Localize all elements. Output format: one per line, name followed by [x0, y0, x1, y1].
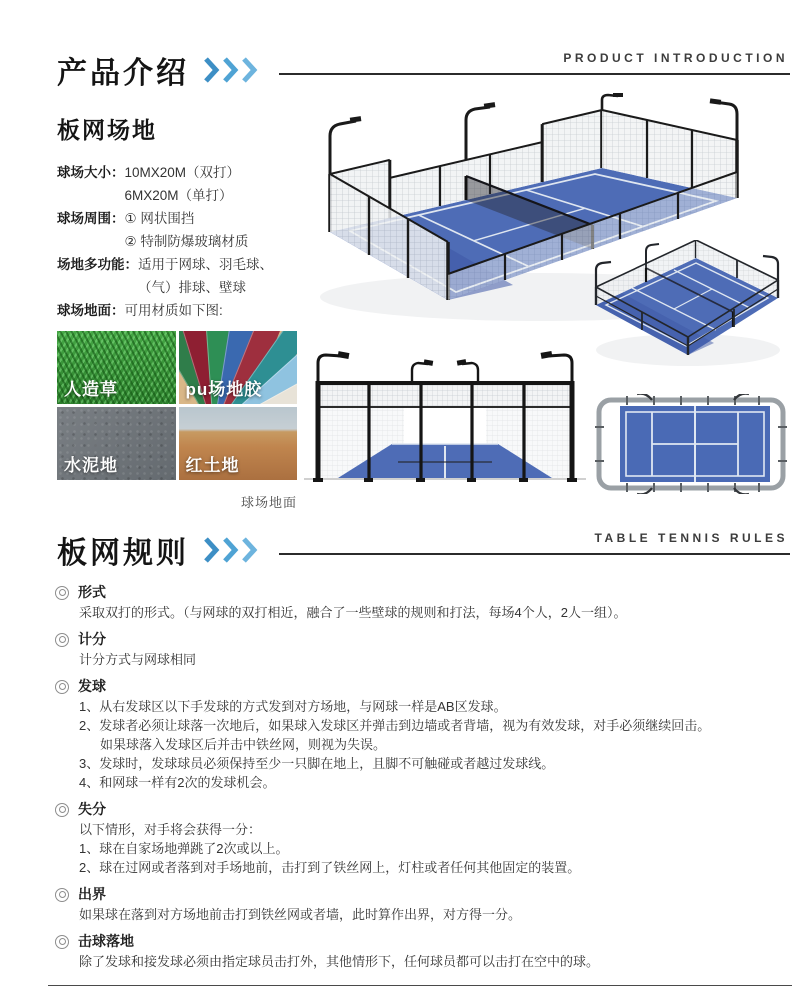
rule-title: 形式: [78, 584, 106, 600]
rule-title: 击球落地: [78, 933, 134, 949]
court-top-view-image: [594, 394, 788, 494]
double-ring-bullet-icon: [55, 935, 69, 949]
court-heading: 板网场地: [57, 117, 157, 143]
rules-title: 板网规则: [57, 537, 189, 570]
rule-line: 2、发球者必须让球落一次地后，如果球入发球区并弹击到边墙或者背墙，视为有效发球，对手必须继续回击。: [79, 718, 711, 733]
double-ring-bullet-icon: [55, 888, 69, 902]
spec-line: （气）排球、壁球: [138, 280, 246, 295]
rule-item-lose-point: [55, 800, 763, 877]
rule-item-out: [55, 885, 763, 924]
rule-heading-row: [55, 885, 763, 904]
rule-line: 采取双打的形式。（与网球的双打相近，融合了一些壁球的规则和打法，每场4个人，2人一组）。: [79, 605, 627, 620]
divider-line: [279, 553, 790, 555]
rule-body: [55, 650, 763, 669]
court-aerial-image: [588, 240, 790, 375]
rules-header: [57, 530, 790, 570]
rule-line: 计分方式与网球相同: [79, 652, 197, 667]
header-rule-line: [279, 530, 790, 570]
rule-heading-row: [55, 677, 763, 696]
materials-caption: 球场地面: [240, 495, 297, 510]
spec-value: [138, 253, 273, 299]
double-ring-bullet-icon: [55, 586, 69, 600]
header-rule-line: [279, 50, 790, 90]
rule-title: 失分: [78, 801, 106, 817]
court-front-view-image: [302, 350, 588, 492]
double-ring-bullet-icon: [55, 633, 69, 647]
spec-label: 球场大小：: [57, 165, 125, 180]
rule-item-serve: [55, 677, 763, 792]
rules-section: [55, 583, 763, 979]
rule-line: 2、球在过网或者落到对手场地前，击打到了铁丝网上，灯柱或者任何其他固定的装置。: [79, 860, 581, 875]
spec-line: 10MX20M（双打）: [124, 165, 241, 180]
rule-heading-row: [55, 800, 763, 819]
spec-line: ② 特制防爆玻璃材质: [124, 234, 249, 249]
rule-heading-row: [55, 583, 763, 602]
double-ring-bullet-icon: [55, 680, 69, 694]
material-tile-grass: [57, 331, 176, 404]
rule-line: 除了发球和接发球必须由指定球员击打外，其他情形下，任何球员都可以击打在空中的球。: [79, 954, 600, 969]
material-label: 红土地: [185, 456, 240, 475]
spec-row-multiuse: [57, 253, 309, 299]
section-subtitle-en: TABLE TENNIS RULES: [594, 531, 788, 545]
material-tile-clay: [179, 407, 298, 480]
rule-line: 以下情形，对手将会获得一分：: [79, 822, 262, 837]
material-label: 人造草: [64, 380, 118, 399]
spec-line: 6MX20M（单打）: [124, 188, 233, 203]
product-intro-header: [57, 50, 790, 90]
rule-line: 1、球在自家场地弹跳了2次或以上。: [79, 841, 289, 856]
rule-item-volley: [55, 932, 763, 971]
spec-label: 球场周围：: [57, 211, 125, 226]
page-title: 产品介绍: [57, 57, 189, 90]
rule-heading-row: [55, 932, 763, 951]
rule-title: 出界: [78, 886, 106, 902]
spec-row-size: [57, 161, 309, 207]
rule-body: [55, 603, 763, 622]
page-bottom-divider: [48, 985, 792, 986]
rule-heading-row: [55, 630, 763, 649]
rule-title: 计分: [78, 631, 106, 647]
rule-item-scoring: [55, 630, 763, 669]
spec-value: [125, 207, 249, 253]
court-info-section: [57, 112, 309, 322]
material-tile-cement: [57, 407, 176, 480]
rule-body: [55, 952, 763, 971]
rule-line: 1、从右发球区以下手发球的方式发到对方场地，与网球一样是AB区发球。: [79, 699, 507, 714]
spec-row-surface: [57, 299, 309, 322]
spec-row-surround: [57, 207, 309, 253]
divider-line: [279, 73, 790, 75]
rule-line: 4、和网球一样有2次的发球机会。: [79, 775, 276, 790]
double-ring-bullet-icon: [55, 803, 69, 817]
rule-line: 如果球落入发球区后并击中铁丝网，则视为失误。: [100, 737, 387, 752]
rule-item-form: [55, 583, 763, 622]
rule-line: 如果球在落到对方场地前击打到铁丝网或者墙，此时算作出界，对方得一分。: [79, 907, 522, 922]
spec-label: 球场地面：: [57, 303, 125, 318]
chevron-right-icon: [203, 536, 263, 564]
spec-line: 适用于网球、羽毛球、: [138, 257, 273, 272]
material-tile-pu: [179, 331, 298, 404]
surface-materials-grid: [57, 331, 297, 480]
spec-value: [125, 299, 223, 322]
material-label: pu场地胶: [185, 380, 263, 399]
rule-title: 发球: [78, 678, 106, 694]
rule-body: [55, 697, 763, 792]
spec-value: [125, 161, 241, 207]
chevron-right-icon: [203, 56, 263, 84]
spec-label: 场地多功能：: [57, 257, 138, 272]
spec-line: 可用材质如下图:: [124, 303, 223, 318]
section-subtitle-en: PRODUCT INTRODUCTION: [563, 51, 788, 65]
rule-body: [55, 820, 763, 877]
spec-line: ① 网状围挡: [124, 211, 195, 226]
rule-body: [55, 905, 763, 924]
rule-line: 3、发球时，发球球员必须保持至少一只脚在地上，且脚不可触碰或者越过发球线。: [79, 756, 555, 771]
material-label: 水泥地: [64, 456, 118, 475]
